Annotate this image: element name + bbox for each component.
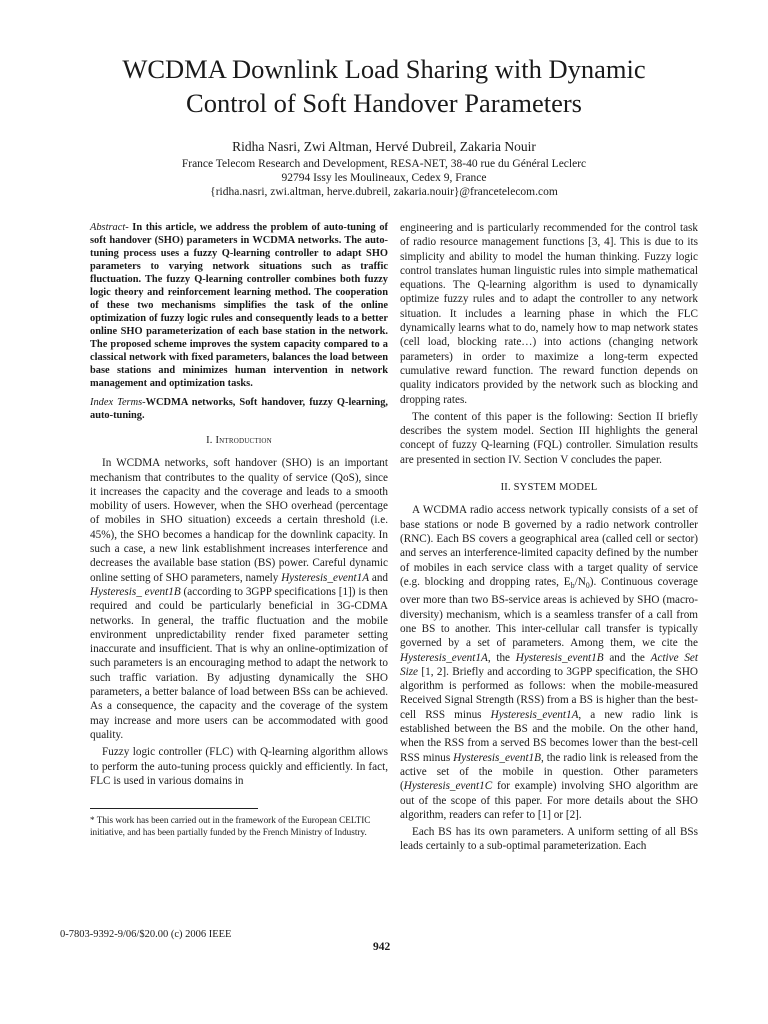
intro-paragraph-2: Fuzzy logic controller (FLC) with Q-learning algorithm allows to perform the auto-tuning process quickly and efficiently. In fact, FLC is used in various domains in xyxy=(90,746,388,787)
title-line-2: Control of Soft Handover Parameters xyxy=(186,88,582,118)
page-number: 942 xyxy=(373,941,391,953)
index-terms-text: WCDMA networks, Soft handover, fuzzy Q-learning, auto-tuning. xyxy=(90,397,388,421)
index-terms-label: Index Terms- xyxy=(90,397,146,408)
section-heading-introduction: I. Introduction xyxy=(206,435,272,446)
section-heading-system-model: II. SYSTEM MODEL xyxy=(500,482,598,494)
system-model-paragraph-1: A WCDMA radio access network typically consists of a set of base stations or node B governed by a radio network controller (RNC). Each BS covers a geographical area (called cell or sector) and serves an interference-limited capacity defined by the number of mobiles in each service class with a target quality of service (e.g. blocking and dropping rates, $E_b/N_0$). Continuous coverage over more than two BS-service areas is achieved by SHO (macro-diversity) mechanism, which is a seamless transfer of a call from one BS to another. This inter-cellular call transfer is typically governed by a set of parameters. Among them, we cite the Hysteresis_event1A, the Hysteresis_event1B and the Active Set Size [1, 2]. Briefly and according to 3GPP specification, the SHO algorithm is performed as follows: when the mobile-measured Received Signal Strength (RSS) from a BS is higher than the best-cell RSS minus Hysteresis_event1A, a new radio link is established between the BS and the mobile. On the other hand, when the RSS from a served BS becomes lower than the best-cell RSS minus Hysteresis_event1B, the radio link is released from the active set of the mobile in question. Other parameters (Hysteresis_event1C for example) involving SHO algorithm are out of the scope of this paper. For more details about the SHO algorithm, readers can refer to [1] or [2]. xyxy=(400,504,699,821)
intro-paragraph-4: The content of this paper is the following: Section II briefly describes the system model. Section III highlights the general concept of fuzzy Q-learning (FQL) controller. Simulation results are presented in section IV. Section V concludes the paper. xyxy=(400,410,698,466)
footnote: * This work has been carried out in the framework of the European CELTIC initiative, and has been partially funded by the French Ministry of Industry. xyxy=(90,815,371,837)
footnote-divider xyxy=(90,808,258,809)
affiliation-line-2: 92794 Issy les Moulineaux, Cedex 9, France xyxy=(281,172,487,184)
author-list: Ridha Nasri, Zwi Altman, Hervé Dubreil, Zakaria Nouir xyxy=(232,139,536,154)
abstract-label: Abstract- xyxy=(90,222,129,233)
affiliation-line-1: France Telecom Research and Development, RESA-NET, 38-40 rue du Général Leclerc xyxy=(181,158,587,170)
copyright-notice: 0-7803-9392-9/06/$20.00 (c) 2006 IEEE xyxy=(60,929,232,940)
abstract xyxy=(90,221,388,390)
paper-title xyxy=(0,52,768,120)
intro-paragraph-1: In WCDMA networks, soft handover (SHO) is an important mechanism that contributes to the quality of service (QoS), since it increases the capacity and the coverage and leads to a smooth mobility of users. However, when the SHO overhead (percentage of mobiles in SHO situation) exceeds a certain threshold (i.e. 45%), the SHO becomes a handicap for the downlink capacity. In such a case, a new link establishment increases interference and decreases the available base station (BS) power. Careful dynamic online setting of SHO parameters, namely Hysteresis_event1A and Hysteresis_ event1B (according to 3GPP specifications [1]) is then required and could be particularly beneficial in 3G-CDMA networks. In general, the traffic fluctuation and the mobile environment unpredictability render fixed parameter setting inaccurate and insufficient. That is why an online-optimization of such parameters is an encouraging method to adapt the network to such traffic variation. By adjusting dynamically the SHO parameters, a better balance of load between BSs can be achieved. As a consequence, the capacity and the coverage of the system may increase and more users can be accommodated with good quality. xyxy=(90,457,389,741)
intro-paragraph-3: engineering and is particularly recommended for the control task of radio resource management functions [3, 4]. This is due to its simplicity and ability to model the human thinking. Fuzzy logic control translates human linguistic rules into simple mathematical equations. The Q-learning algorithm is used to dynamically optimize fuzzy rules and to adapt the controller to any network situation. It includes a learning phase in which the FLC dynamically learns what to do, namely how to map network states (cell load, blocking rate…) into actions (changing network parameters) in order to maximize a long-term expected cumulative reward function. The reward function depends on quality indicators provided by the network such as blocking and dropping rates. xyxy=(400,222,698,406)
index-terms xyxy=(90,396,388,422)
affiliation-emails: {ridha.nasri, zwi.altman, herve.dubreil, zakaria.nouir}@francetelecom.com xyxy=(210,186,558,198)
abstract-text: In this article, we address the problem of auto-tuning of soft handover (SHO) parameters in WCDMA networks. The auto-tuning process uses a fuzzy Q-learning controller to adapt SHO parameters to varying network situations such as traffic fluctuation. The fuzzy Q-learning controller combines both fuzzy logic theory and reinforcement learning method. The cooperation of these two mechanisms simplifies the task of the online optimization of fuzzy logic rules and consequently leads to a better online SHO parameterization of each base station in the network. The proposed scheme improves the system capacity compared to a classical network with fixed parameters, balances the load between base stations and minimizes human intervention in network management and optimization tasks. xyxy=(90,222,388,389)
title-line-1: WCDMA Downlink Load Sharing with Dynamic xyxy=(122,54,646,84)
right-column xyxy=(400,221,698,857)
system-model-paragraph-2: Each BS has its own parameters. A uniform setting of all BSs leads certainly to a sub-optimal parameterization. Each xyxy=(400,826,698,853)
left-column xyxy=(90,221,388,841)
